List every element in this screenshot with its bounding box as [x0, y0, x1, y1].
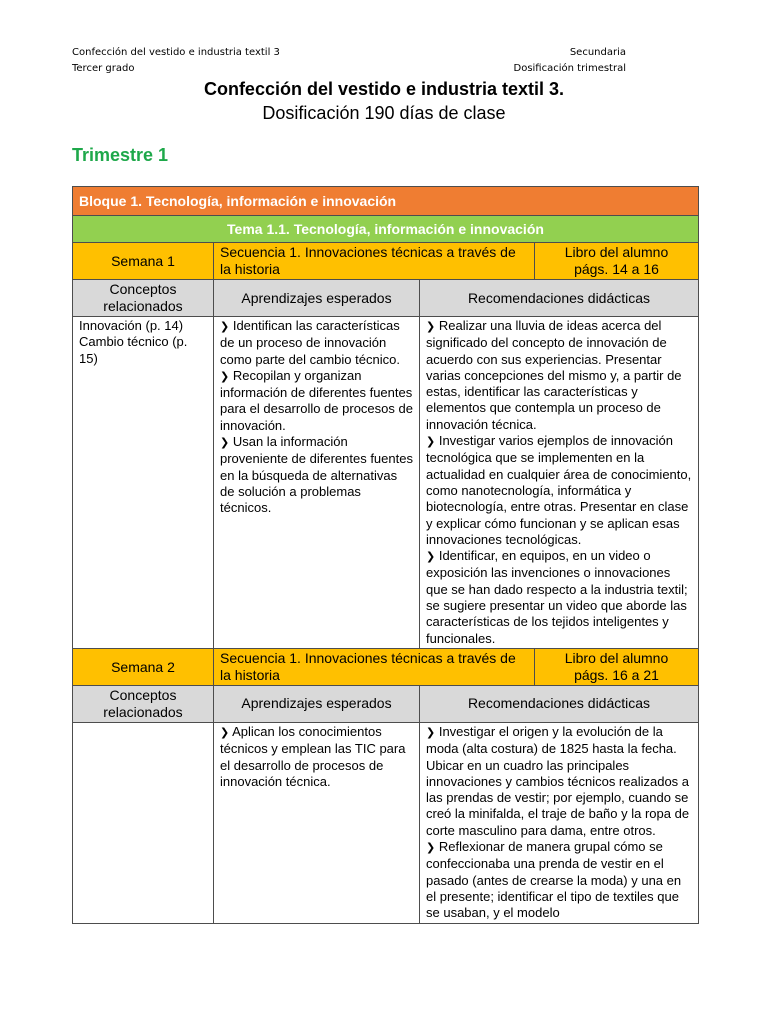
page-header-left [72, 45, 280, 77]
concept-item: Innovación (p. 14) [79, 318, 184, 333]
tema-title: Tema 1.1. Tecnología, información e innovación [73, 216, 699, 243]
col-header-recomendaciones: Recomendaciones didácticas [420, 280, 699, 317]
recomendaciones-cell [420, 317, 699, 649]
content-row [73, 317, 699, 649]
bullet-arrow-icon: ❯ [220, 436, 230, 450]
col-header-aprendizajes: Aprendizajes esperados [214, 280, 420, 317]
learning-item: ❯ Usan la información proveniente de diferentes fuentes en la búsqueda de alternativas de solución a problemas técnicos. [220, 434, 413, 516]
col-header-recomendaciones: Recomendaciones didácticas [420, 685, 699, 722]
header-course: Confección del vestido e industria textil 3 [72, 47, 280, 58]
trimester-heading: Trimestre 1 [72, 145, 169, 165]
col-header-conceptos: Conceptos relacionados [73, 685, 214, 722]
col-header-conceptos: Conceptos relacionados [73, 280, 214, 317]
document-subtitle: Dosificación 190 días de clase [262, 103, 506, 123]
bullet-arrow-icon: ❯ [220, 369, 230, 383]
column-header-row [73, 280, 699, 317]
textbook-label: Libro del alumno [564, 244, 669, 260]
learning-item: ❯ Recopilan y organizan información de diferentes fuentes para el desarrollo de procesos de innovación. [220, 367, 413, 433]
textbook-pages [535, 648, 699, 685]
bullet-arrow-icon: ❯ [426, 435, 436, 449]
column-header-row [73, 685, 699, 722]
content-row [73, 722, 699, 923]
dosification-table [72, 186, 699, 924]
week-label: Semana 1 [73, 243, 214, 280]
bullet-arrow-icon: ❯ [426, 841, 436, 855]
col-header-aprendizajes: Aprendizajes esperados [214, 685, 420, 722]
conceptos-cell [73, 722, 214, 923]
recommendation-item: ❯ Investigar el origen y la evolución de la moda (alta costura) de 1825 hasta la fecha. Ubicar en un cuadro las principales innovaciones y cambios técnicos realizados a las prendas de vestir; por ejemplo, cuando se creó la minifalda, el traje de baño y la ropa de corte masculino para dama, entre otros. [426, 723, 690, 838]
textbook-range: págs. 16 a 21 [574, 666, 659, 683]
week-label: Semana 2 [73, 648, 214, 685]
textbook-label: Libro del alumno [564, 649, 669, 666]
learning-item: ❯ Aplican los conocimientos técnicos y emplean las TIC para el desarrollo de procesos de innovación técnica. [220, 723, 406, 789]
aprendizajes-cell [214, 317, 420, 649]
header-grade: Tercer grado [72, 63, 135, 74]
bullet-arrow-icon: ❯ [426, 320, 436, 333]
week-row [73, 648, 699, 685]
conceptos-cell [73, 317, 214, 649]
sequence-title: Secuencia 1. Innovaciones técnicas a través de la historia [214, 243, 535, 280]
recommendation-item: ❯ Identificar, en equipos, en un video o exposición las invenciones o innovaciones que se han dado respecto a la industria textil; se sugiere presentar un video que aborde las características de los tejidos inteligentes y funcionales. [426, 548, 688, 646]
learning-item: ❯ Identifican las características de un proceso de innovación como parte del cambio técnico. [220, 318, 400, 367]
bullet-arrow-icon: ❯ [426, 725, 436, 739]
textbook-range: págs. 14 a 16 [574, 261, 659, 277]
sequence-title: Secuencia 1. Innovaciones técnicas a través de la historia [214, 648, 535, 685]
tema-row [73, 216, 699, 243]
bullet-arrow-icon: ❯ [426, 550, 436, 564]
bloque-row [73, 187, 699, 216]
textbook-pages [535, 243, 699, 280]
page-header-right [514, 45, 627, 77]
header-doc-type: Dosificación trimestral [513, 63, 626, 74]
header-level: Secundaria [569, 47, 626, 58]
recommendation-item: ❯ Investigar varios ejemplos de innovación tecnológica que se implementen en la actualidad en cualquier área de conocimiento, como nanotecnología, informática y biotecnología, entre otras. Presentar en clase y explicar cómo funcionan y se aplican esas innovaciones tecnológicas. [426, 433, 692, 547]
bullet-arrow-icon: ❯ [220, 320, 230, 333]
week-row [73, 243, 699, 280]
bullet-arrow-icon: ❯ [220, 725, 230, 739]
document-title: Confección del vestido e industria textil 3. [203, 79, 565, 99]
aprendizajes-cell [214, 722, 420, 923]
recomendaciones-cell [420, 722, 699, 923]
bloque-title: Bloque 1. Tecnología, información e innovación [73, 187, 699, 216]
concept-item: Cambio técnico (p. 15) [79, 334, 188, 366]
recommendation-item: ❯ Realizar una lluvia de ideas acerca del significado del concepto de innovación de acuerdo con sus experiencias. Presentar varias concepciones del mismo y, a partir de estas, identificar las características y elementos que contempla un proceso de innovación técnica. [426, 318, 682, 432]
recommendation-item: ❯ Reflexionar de manera grupal cómo se confeccionaba una prenda de vestir en el pasado (antes de crearse la moda) y una en el presente; identificar el tipo de textiles que se usaban, y el modelo [426, 839, 682, 921]
